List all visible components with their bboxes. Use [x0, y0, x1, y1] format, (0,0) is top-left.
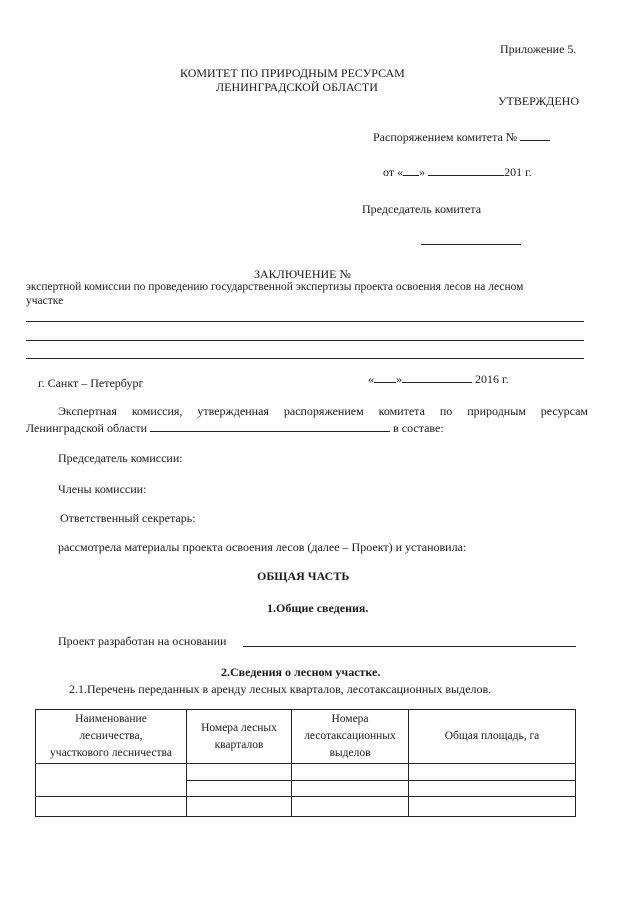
- order-date-mid: »: [419, 165, 426, 179]
- order-date-field: [383, 165, 532, 180]
- order-number-field: [373, 130, 550, 145]
- forest-plots-table: [35, 709, 576, 817]
- table-cell: [292, 764, 409, 781]
- chairman-committee-label: Председатель комитета: [362, 202, 482, 216]
- order-number-blank: [520, 130, 550, 141]
- table-row: [36, 797, 576, 817]
- general-part-heading: ОБЩАЯ ЧАСТЬ: [257, 569, 350, 583]
- blank-line: [26, 358, 584, 359]
- table-cell: [187, 797, 292, 817]
- reviewed-statement: рассмотрела материалы проекта освоения лесов (далее – Проект) и установила:: [58, 540, 467, 554]
- commission-order-blank: [150, 421, 390, 432]
- order-month-blank: [428, 165, 504, 176]
- date-month-blank: [402, 372, 472, 383]
- conclusion-title: ЗАКЛЮЧЕНИЕ №: [254, 267, 351, 281]
- table-header-row: [36, 710, 576, 764]
- project-basis-blank: [243, 646, 576, 647]
- order-date-prefix: от «: [383, 165, 404, 179]
- commission-paragraph-line1: Экспертная комиссия, утвержденная распоряжением комитета по природным ресурсам: [58, 404, 588, 418]
- order-date-year: 201 г.: [504, 165, 532, 179]
- project-basis-label: Проект разработан на основании: [58, 634, 227, 648]
- order-label: Распоряжением комитета №: [373, 130, 518, 144]
- section2-heading: 2.Сведения о лесном участке.: [221, 665, 381, 679]
- table-cell: [409, 781, 576, 797]
- blank-line: [26, 321, 584, 322]
- commission-region: Ленинградской области: [26, 421, 148, 435]
- committee-name-line1: КОМИТЕТ ПО ПРИРОДНЫМ РЕСУРСАМ: [180, 66, 405, 80]
- table-cell: [292, 781, 409, 797]
- table-row: [36, 764, 576, 781]
- chairman-signature-line: [421, 244, 521, 245]
- chairman-commission-label: Председатель комиссии:: [58, 451, 183, 465]
- header-text: Номера: [331, 713, 369, 726]
- header-text: лесотаксационных: [304, 730, 396, 743]
- order-day-blank: [403, 165, 419, 176]
- committee-name-line2: ЛЕНИНГРАДСКОЙ ОБЛАСТИ: [216, 80, 378, 94]
- header-text: кварталов: [214, 738, 264, 751]
- city-label: г. Санкт – Петербург: [38, 376, 144, 390]
- table-cell: [409, 797, 576, 817]
- commission-paragraph-line2: [26, 421, 444, 436]
- header-text: лесничества,: [79, 730, 143, 743]
- conclusion-subtitle-line1: экспертной комиссии по проведению государственной экспертизы проекта освоения лесов на лесном: [26, 281, 524, 293]
- header-block-numbers: [187, 710, 292, 764]
- header-text: выделов: [329, 746, 371, 759]
- header-compartment-numbers: [292, 710, 409, 764]
- date-close-quote: »: [396, 372, 402, 386]
- header-text: Общая площадь, га: [444, 730, 540, 743]
- members-label: Члены комиссии:: [58, 482, 147, 496]
- table-cell: [187, 764, 292, 781]
- table-cell: [292, 797, 409, 817]
- date-year: 2016 г.: [475, 372, 509, 386]
- blank-line: [26, 340, 584, 341]
- header-text: Наименование: [75, 713, 147, 726]
- conclusion-date-field: [368, 372, 509, 387]
- section1-heading: 1.Общие сведения.: [267, 601, 369, 615]
- header-text: Номера лесных: [201, 721, 277, 734]
- approved-label: УТВЕРЖДЕНО: [498, 94, 580, 108]
- header-forestry-name: [36, 710, 187, 764]
- commission-composition: в составе:: [393, 421, 444, 435]
- table-cell: [187, 781, 292, 797]
- appendix-label: Приложение 5.: [500, 42, 577, 56]
- header-text: участкового лесничества: [50, 746, 172, 759]
- secretary-label: Ответственный секретарь:: [60, 511, 196, 525]
- date-day-blank: [374, 372, 396, 383]
- date-open-quote: «: [368, 372, 374, 386]
- conclusion-subtitle-line2: участке: [26, 295, 64, 307]
- section21-heading: 2.1.Перечень переданных в аренду лесных кварталов, лесотаксационных выделов.: [69, 682, 492, 696]
- table-cell: [36, 797, 187, 817]
- table-cell: [409, 764, 576, 781]
- table-cell: [36, 764, 187, 797]
- header-total-area: [409, 710, 576, 764]
